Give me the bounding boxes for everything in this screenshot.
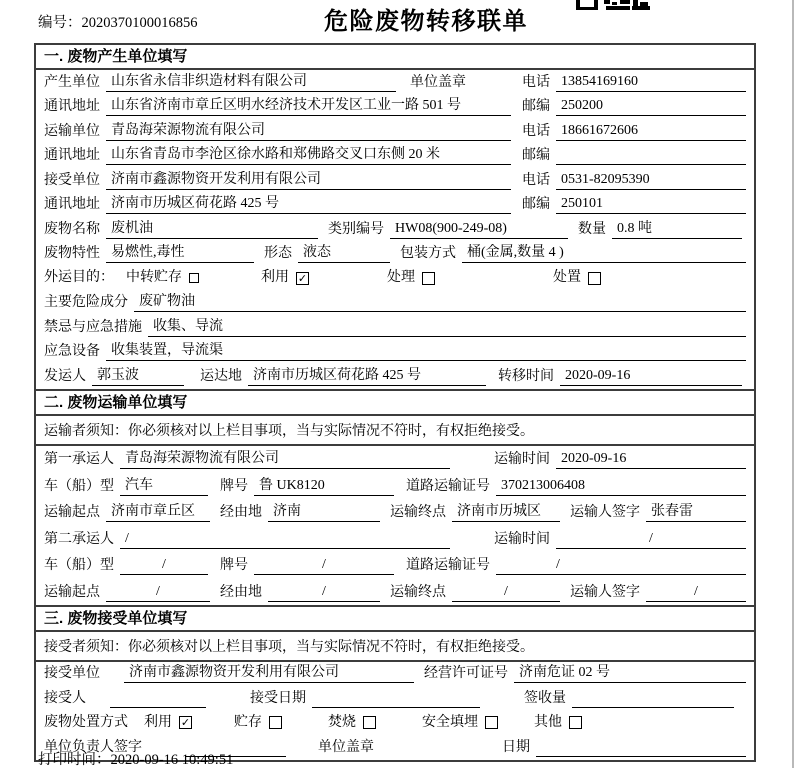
plate-1-value: 鲁 UK8120 [254,477,394,496]
producer-row [36,70,754,95]
transporter-value: 青岛海荣源物流有限公司 [106,122,511,141]
address-label: 通讯地址 [44,148,100,163]
second-carrier-label: 第二承运人 [44,531,114,547]
disposal-incinerate-checkbox [363,716,376,729]
unit-seal-label: 单位盖章 [410,74,466,90]
disposal-storage-label: 贮存 [234,714,262,730]
waste-character-label: 废物特性 [44,246,100,261]
waste-character-row [36,242,754,267]
purpose-dispose-checkbox [588,272,601,285]
first-carrier-row [36,446,754,473]
address-label: 通讯地址 [44,99,100,114]
emergency-equipment-value: 收集装置，导流渠 [106,342,746,361]
producer-zip-value: 250200 [556,97,746,116]
license-label: 经营许可证号 [424,666,508,681]
producer-address-value: 山东省济南市章丘区明水经济技术开发区工业一路 501 号 [106,97,511,116]
class-number-value: HW08(900-249-08) [390,220,568,239]
accept-unit-label: 接受单位 [44,666,100,681]
transport-time-label: 运输时间 [494,531,550,547]
receiver-label: 接受单位 [44,172,100,188]
zip-label: 邮编 [522,99,550,114]
route-via-1-value: 济南 [268,503,380,522]
transporter-address-row [36,144,754,169]
section-producer-title: 一. 废物产生单位填写 [36,45,754,70]
manifest-form [34,43,756,762]
producer-address-row [36,95,754,120]
taboo-measures-row [36,315,754,340]
accept-person-label: 接受人 [44,690,86,706]
producer-value: 山东省永信非织造材料有限公司 [106,73,396,92]
hazard-component-value: 废矿物油 [134,293,746,312]
route-via-2-value: / [268,583,380,602]
print-time-label: 打印时间： [38,752,111,768]
doc-number-label: 编号： [38,15,82,31]
section-transport [36,391,754,607]
second-carrier-value: / [120,530,450,549]
date-label: 日期 [502,739,530,755]
disposal-landfill-label: 安全填埋 [422,714,478,730]
receiver-phone-value: 0531-82095390 [556,171,746,190]
plate-label: 牌号 [220,558,248,573]
class-number-label: 类别编号 [328,221,384,237]
purpose-option-dispose-label: 处置 [553,270,581,286]
packaging-value: 桶(金属,数量 4 ) [462,244,746,263]
road-permit-2-value: / [496,556,746,575]
disposal-storage-checkbox [269,716,282,729]
phone-label: 电话 [522,123,550,139]
phone-label: 电话 [522,172,550,188]
responsible-signature-label: 单位负责人签字 [44,739,142,755]
receiver-address-row [36,193,754,218]
route-start-1-value: 济南市章丘区 [106,503,210,522]
qr-code-icon [576,0,656,12]
signed-amount-value [572,690,734,708]
road-permit-1-value: 370213006408 [496,477,746,496]
route-start-label: 运输起点 [44,505,100,520]
transfer-time-label: 转移时间 [498,368,554,384]
first-carrier-label: 第一承运人 [44,452,114,467]
vehicle-type-label: 车（船）型 [44,478,114,494]
license-value: 济南危证 02 号 [514,664,746,683]
disposal-other-checkbox [569,716,582,729]
hazard-component-row [36,291,754,316]
transport-time-label: 运输时间 [494,452,550,467]
address-label: 通讯地址 [44,197,100,212]
transporter-label: 运输单位 [44,123,100,139]
disposal-incinerate-label: 焚烧 [328,714,356,730]
disposal-use-checkbox: ✓ [180,716,191,730]
vehicle-type-1-value: 汽车 [120,477,208,496]
form-state-value: 液态 [298,244,390,263]
receiver-zip-value: 250101 [556,195,746,214]
plate-2-value: / [254,556,394,575]
phone-label: 电话 [522,74,550,90]
transporter-phone-value: 18661672606 [556,122,746,141]
transport-time-2-value: / [556,530,746,549]
receiver-row [36,168,754,193]
transfer-purpose-row [36,266,754,291]
disposal-use-label: 利用 [144,714,172,730]
route-row-1 [36,499,754,526]
vehicle-type-2-value: / [120,556,208,575]
zip-label: 邮编 [522,148,550,163]
carrier-signature-1-value: 张春雷 [646,503,746,522]
plate-label: 牌号 [220,478,248,494]
carrier-signature-2-value: / [646,583,746,602]
accept-date-label: 接受日期 [250,690,306,706]
carrier-signature-label: 运输人签字 [570,505,640,520]
receiver-value: 济南市鑫源物资开发利用有限公司 [106,171,511,190]
disposal-other-label: 其他 [534,714,562,730]
page-title: 危险废物转移联单 [324,8,528,35]
carrier-signature-label: 运输人签字 [570,584,640,600]
road-permit-label: 道路运输证号 [406,558,490,573]
route-start-2-value: / [106,583,210,602]
purpose-option-treat-label: 处理 [387,270,415,286]
shipper-label: 发运人 [44,368,86,384]
shipper-row [36,364,754,389]
disposal-method-row [36,711,754,736]
accept-date-value [312,690,480,708]
transport-time-1-value: 2020-09-16 [556,450,746,469]
second-carrier-row [36,525,754,552]
accept-unit-row [36,662,754,687]
form-state-label: 形态 [264,246,292,261]
emergency-equipment-row [36,340,754,365]
road-permit-label: 道路运输证号 [406,478,490,494]
purpose-use-checkbox: ✓ [297,271,308,285]
emergency-equipment-label: 应急设备 [44,344,100,359]
hazard-component-label: 主要危险成分 [44,295,128,310]
section-transport-title: 二. 废物运输单位填写 [36,391,754,416]
accept-person-value [110,690,206,708]
vehicle-row-1 [36,472,754,499]
route-via-label: 经由地 [220,584,262,600]
transporter-row [36,119,754,144]
doc-number-value: 2020370100016856 [81,15,198,31]
purpose-option-storage-label: 中转贮存 [126,270,182,286]
taboo-measures-value: 收集、导流 [148,318,746,337]
route-end-2-value: / [452,583,560,602]
packaging-label: 包装方式 [400,246,456,261]
route-start-label: 运输起点 [44,584,100,600]
receiver-address-value: 济南市历城区荷花路 425 号 [106,195,511,214]
taboo-measures-label: 禁忌与应急措施 [44,319,142,335]
section-producer [36,45,754,391]
section-accept [36,607,754,760]
transporter-notice: 运输者须知：你必须核对以上栏目事项，当与实际情况不符时，有权拒绝接受。 [36,416,754,446]
purpose-treat-checkbox [422,272,435,285]
producer-phone-value: 13854169160 [556,73,746,92]
route-row-2 [36,578,754,605]
print-time-value: 2020-09-16 10:49:51 [110,752,234,768]
route-end-1-value: 济南市历城区 [452,503,560,522]
destination-label: 运达地 [200,368,242,384]
page-right-edge [792,0,794,768]
shipper-value: 郭玉波 [92,367,184,386]
accepter-notice: 接受者须知：你必须核对以上栏目事项，当与实际情况不符时，有权拒绝接受。 [36,632,754,662]
disposal-landfill-checkbox [485,716,498,729]
transporter-zip-value [556,147,746,165]
signed-amount-label: 签收量 [524,690,566,706]
quantity-label: 数量 [578,221,606,237]
purpose-storage-checkbox [189,273,199,283]
destination-value: 济南市历城区荷花路 425 号 [248,367,486,386]
route-end-label: 运输终点 [390,584,446,600]
print-time [38,748,233,769]
accept-person-row [36,686,754,711]
disposal-method-label: 废物处置方式 [44,714,128,730]
waste-character-value: 易燃性,毒性 [106,244,254,263]
section-accept-title: 三. 废物接受单位填写 [36,607,754,632]
vehicle-row-2 [36,552,754,579]
waste-name-row [36,217,754,242]
date-value [536,739,746,757]
waste-name-value: 废机油 [106,220,318,239]
first-carrier-value: 青岛海荣源物流有限公司 [120,450,450,469]
transfer-time-value: 2020-09-16 [560,367,742,386]
quantity-value: 0.8 吨 [612,220,742,239]
doc-number [38,11,198,32]
waste-name-label: 废物名称 [44,221,100,237]
unit-seal-label: 单位盖章 [318,739,374,755]
accept-unit-value: 济南市鑫源物资开发利用有限公司 [124,664,414,683]
route-end-label: 运输终点 [390,505,446,520]
zip-label: 邮编 [522,197,550,212]
producer-label: 产生单位 [44,74,100,90]
purpose-option-use-label: 利用 [261,270,289,286]
vehicle-type-label: 车（船）型 [44,558,114,573]
transporter-address-value: 山东省青岛市李沧区徐水路和郑佛路交叉口东侧 20 米 [106,146,511,165]
transfer-purpose-label: 外运目的： [44,270,114,286]
route-via-label: 经由地 [220,505,262,520]
